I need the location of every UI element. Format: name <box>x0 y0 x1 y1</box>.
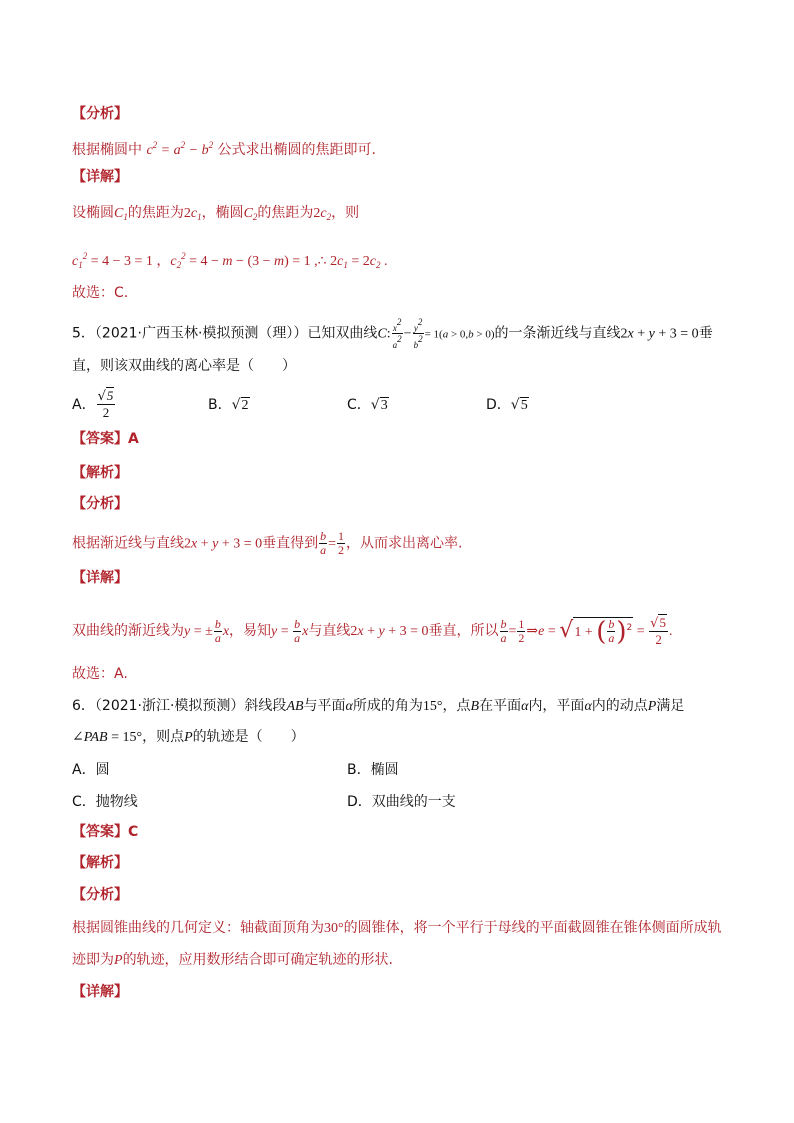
q5-option-b: B．√2 <box>208 397 249 413</box>
q4-detail-text: 设椭圆$C_1$的焦距为$2c_1$，椭圆$C_2$的焦距为$2c_2$，则 <box>72 205 360 222</box>
q6-analysis-line1: 根据圆锥曲线的几何定义：轴截面顶角为30°的圆锥体，将一个平行于母线的平面截圆锥在锥体侧面所成轨 <box>72 920 722 936</box>
q6-option-c: C．抛物线 <box>72 794 138 810</box>
q6-option-b: B．椭圆 <box>347 762 399 778</box>
q6-detail-heading: 【详解】 <box>72 984 128 1000</box>
q5-option-a: A． $\frac{√5}{2}$ <box>72 388 114 420</box>
q6-jiexi-heading: 【解析】 <box>72 855 128 871</box>
q6-option-d: D．双曲线的一支 <box>347 794 456 810</box>
q5-option-c: C．√3 <box>347 397 388 413</box>
q5-stem-line1: 5．（2021·广西玉林·模拟预测（理））已知双曲线C: $\frac{x2}{a2}$ − $\frac{y2}{b2}$ = 1(a > 0,b > 0)的一条渐近线与直线2x + y + 3 = 0垂 <box>72 317 713 350</box>
q4-analysis-text: 根据椭圆中 $c^2 = a^2 - b^2$ 公式求出椭圆的焦距即可. <box>72 140 376 158</box>
q4-conclusion: 故选：C. <box>72 285 129 301</box>
q6-answer: 【答案】C <box>72 824 139 840</box>
q6-option-a: A．圆 <box>72 762 110 778</box>
analysis-heading: 【分析】 <box>72 106 128 122</box>
detail-heading: 【详解】 <box>72 169 128 185</box>
q5-conclusion: 故选：A. <box>72 666 128 682</box>
q5-stem-line2: 直，则该双曲线的离心率是（ ） <box>72 358 296 374</box>
q6-analysis-heading: 【分析】 <box>72 887 128 903</box>
q6-stem-line1: 6．（2021·浙江·模拟预测）斜线段AB与平面α所成的角为15°，点B在平面α内，平面α内的动点P满足 <box>72 698 685 714</box>
q5-detail-heading: 【详解】 <box>72 570 128 586</box>
q5-detail-text: 双曲线的渐近线为y = ± $\frac{b}{a}$ x，易知y = $\frac{b}{a}$ x与直线2x + y + 3 = 0垂直，所以 $\frac{b}{a}$ = $\frac{1}{2}$ ⇒e = √1 + ( $\frac{b}{a}$ )$^2$ = $\frac{√5}{2}$ . <box>72 615 673 647</box>
q5-analysis-heading: 【分析】 <box>72 496 128 512</box>
q6-analysis-line2: 迹即为P的轨迹，应用数形结合即可确定轨迹的形状. <box>72 952 394 968</box>
q5-analysis-text: 根据渐近线与直线2x + y + 3 = 0垂直得到 $\frac{b}{a}$ = $\frac{1}{2}$ ，从而求出离心率. <box>72 529 463 557</box>
q6-stem-line2: ∠PAB = 15°，则点P的轨迹是（ ） <box>72 729 305 745</box>
q5-answer: 【答案】A <box>72 431 139 447</box>
q4-detail-equation: $c_1^2 = 4 - 3 = 1$ ，$c_2^2 = 4 - m - (3 - m) = 1$ ,∴ $2c_1 = 2c_2$ . <box>72 251 388 270</box>
q5-option-d: D．√5 <box>486 397 528 413</box>
q5-jiexi-heading: 【解析】 <box>72 465 128 481</box>
